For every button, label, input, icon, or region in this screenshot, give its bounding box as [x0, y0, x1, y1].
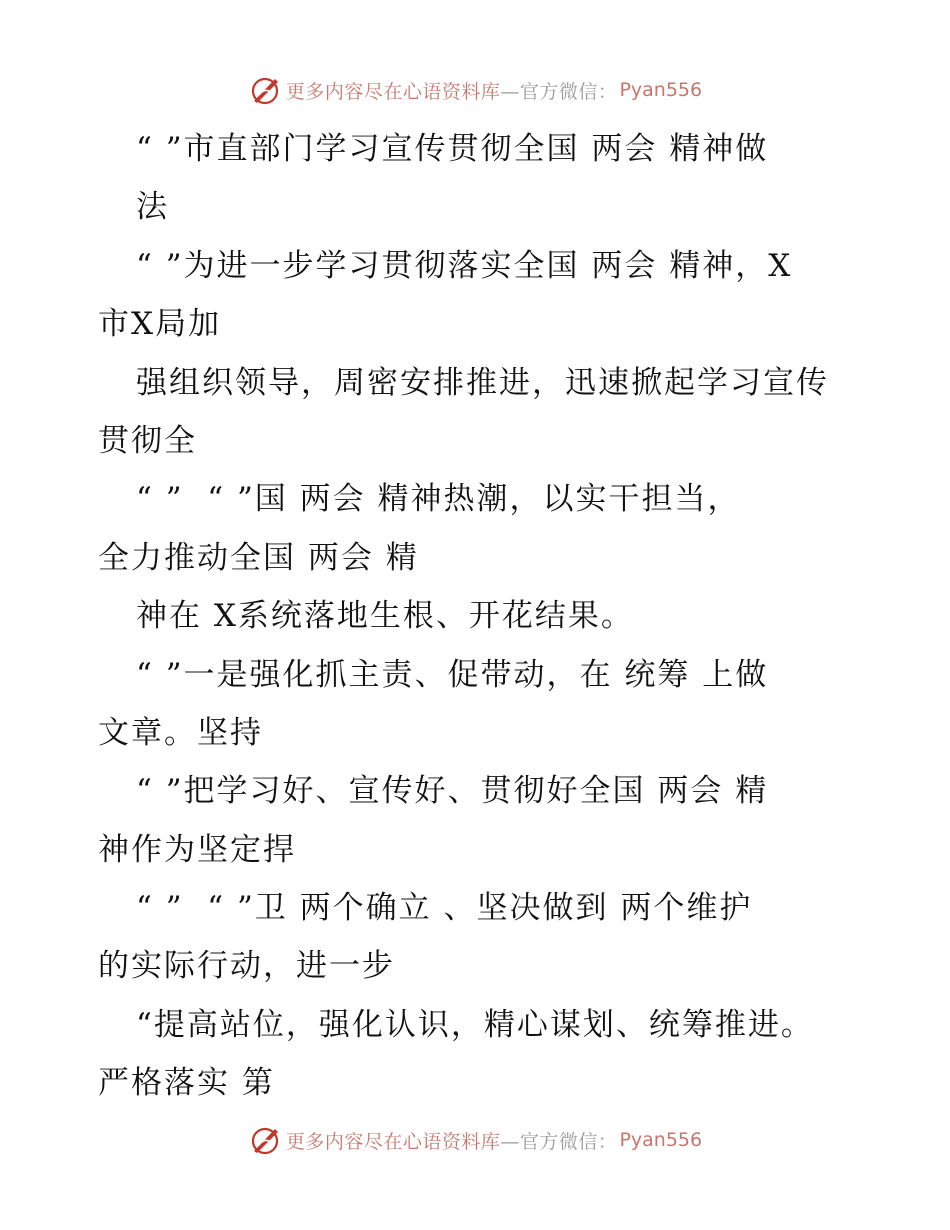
pen-logo-icon [248, 73, 282, 107]
pen-logo-icon [248, 1123, 282, 1157]
footer-watermark-banner [0, 1120, 950, 1160]
text-line: 的实际行动，进一步 [98, 948, 395, 985]
text-line: 全力推动全国 两会 精 [98, 539, 419, 576]
text-line: 神作为坚定捍 [98, 831, 296, 868]
text-line: 法 [136, 189, 169, 226]
banner-wechat-label: —官方微信： [500, 1130, 618, 1153]
text-line: 严格落实 第 [98, 1065, 275, 1102]
text-line: 贯彻全 [98, 422, 197, 459]
banner-brand-text: 更多内容尽在心语资料库 [285, 1130, 501, 1153]
text-line: “提高站位，强化认识，精心谋划、统筹推进。 [136, 1006, 814, 1043]
banner-wechat-id: Pyan556 [619, 1129, 703, 1151]
text-line: 神在 X系统落地生根、开花结果。 [136, 598, 634, 635]
text-line: 强组织领导，周密安排推进，迅速掀起学习宣传 [136, 364, 829, 401]
text-line: “ ”把学习好、宣传好、贯彻好全国 两会 精 [136, 773, 769, 810]
text-line: 市X局加 [98, 306, 222, 343]
document-body [98, 120, 878, 1113]
text-line: 文章。坚持 [98, 714, 263, 751]
text-line: “ ”一是强化抓主责、促带动，在 统筹 上做 [136, 656, 769, 693]
header-watermark-banner [0, 70, 950, 110]
text-line: “ ”市直部门学习宣传贯彻全国 两会 精神做 [136, 131, 769, 167]
banner-wechat-id: Pyan556 [619, 79, 703, 101]
text-line: “ ”为进一步学习贯彻落实全国 两会 精神，X [136, 247, 793, 284]
banner-brand-text: 更多内容尽在心语资料库 [285, 80, 501, 103]
text-line: “ ” “ ”卫 两个确立 、坚决做到 两个维护 [136, 890, 753, 927]
banner-wechat-label: —官方微信： [500, 80, 618, 103]
text-line: “ ” “ ”国 两会 精神热潮，以实干担当， [136, 481, 741, 518]
